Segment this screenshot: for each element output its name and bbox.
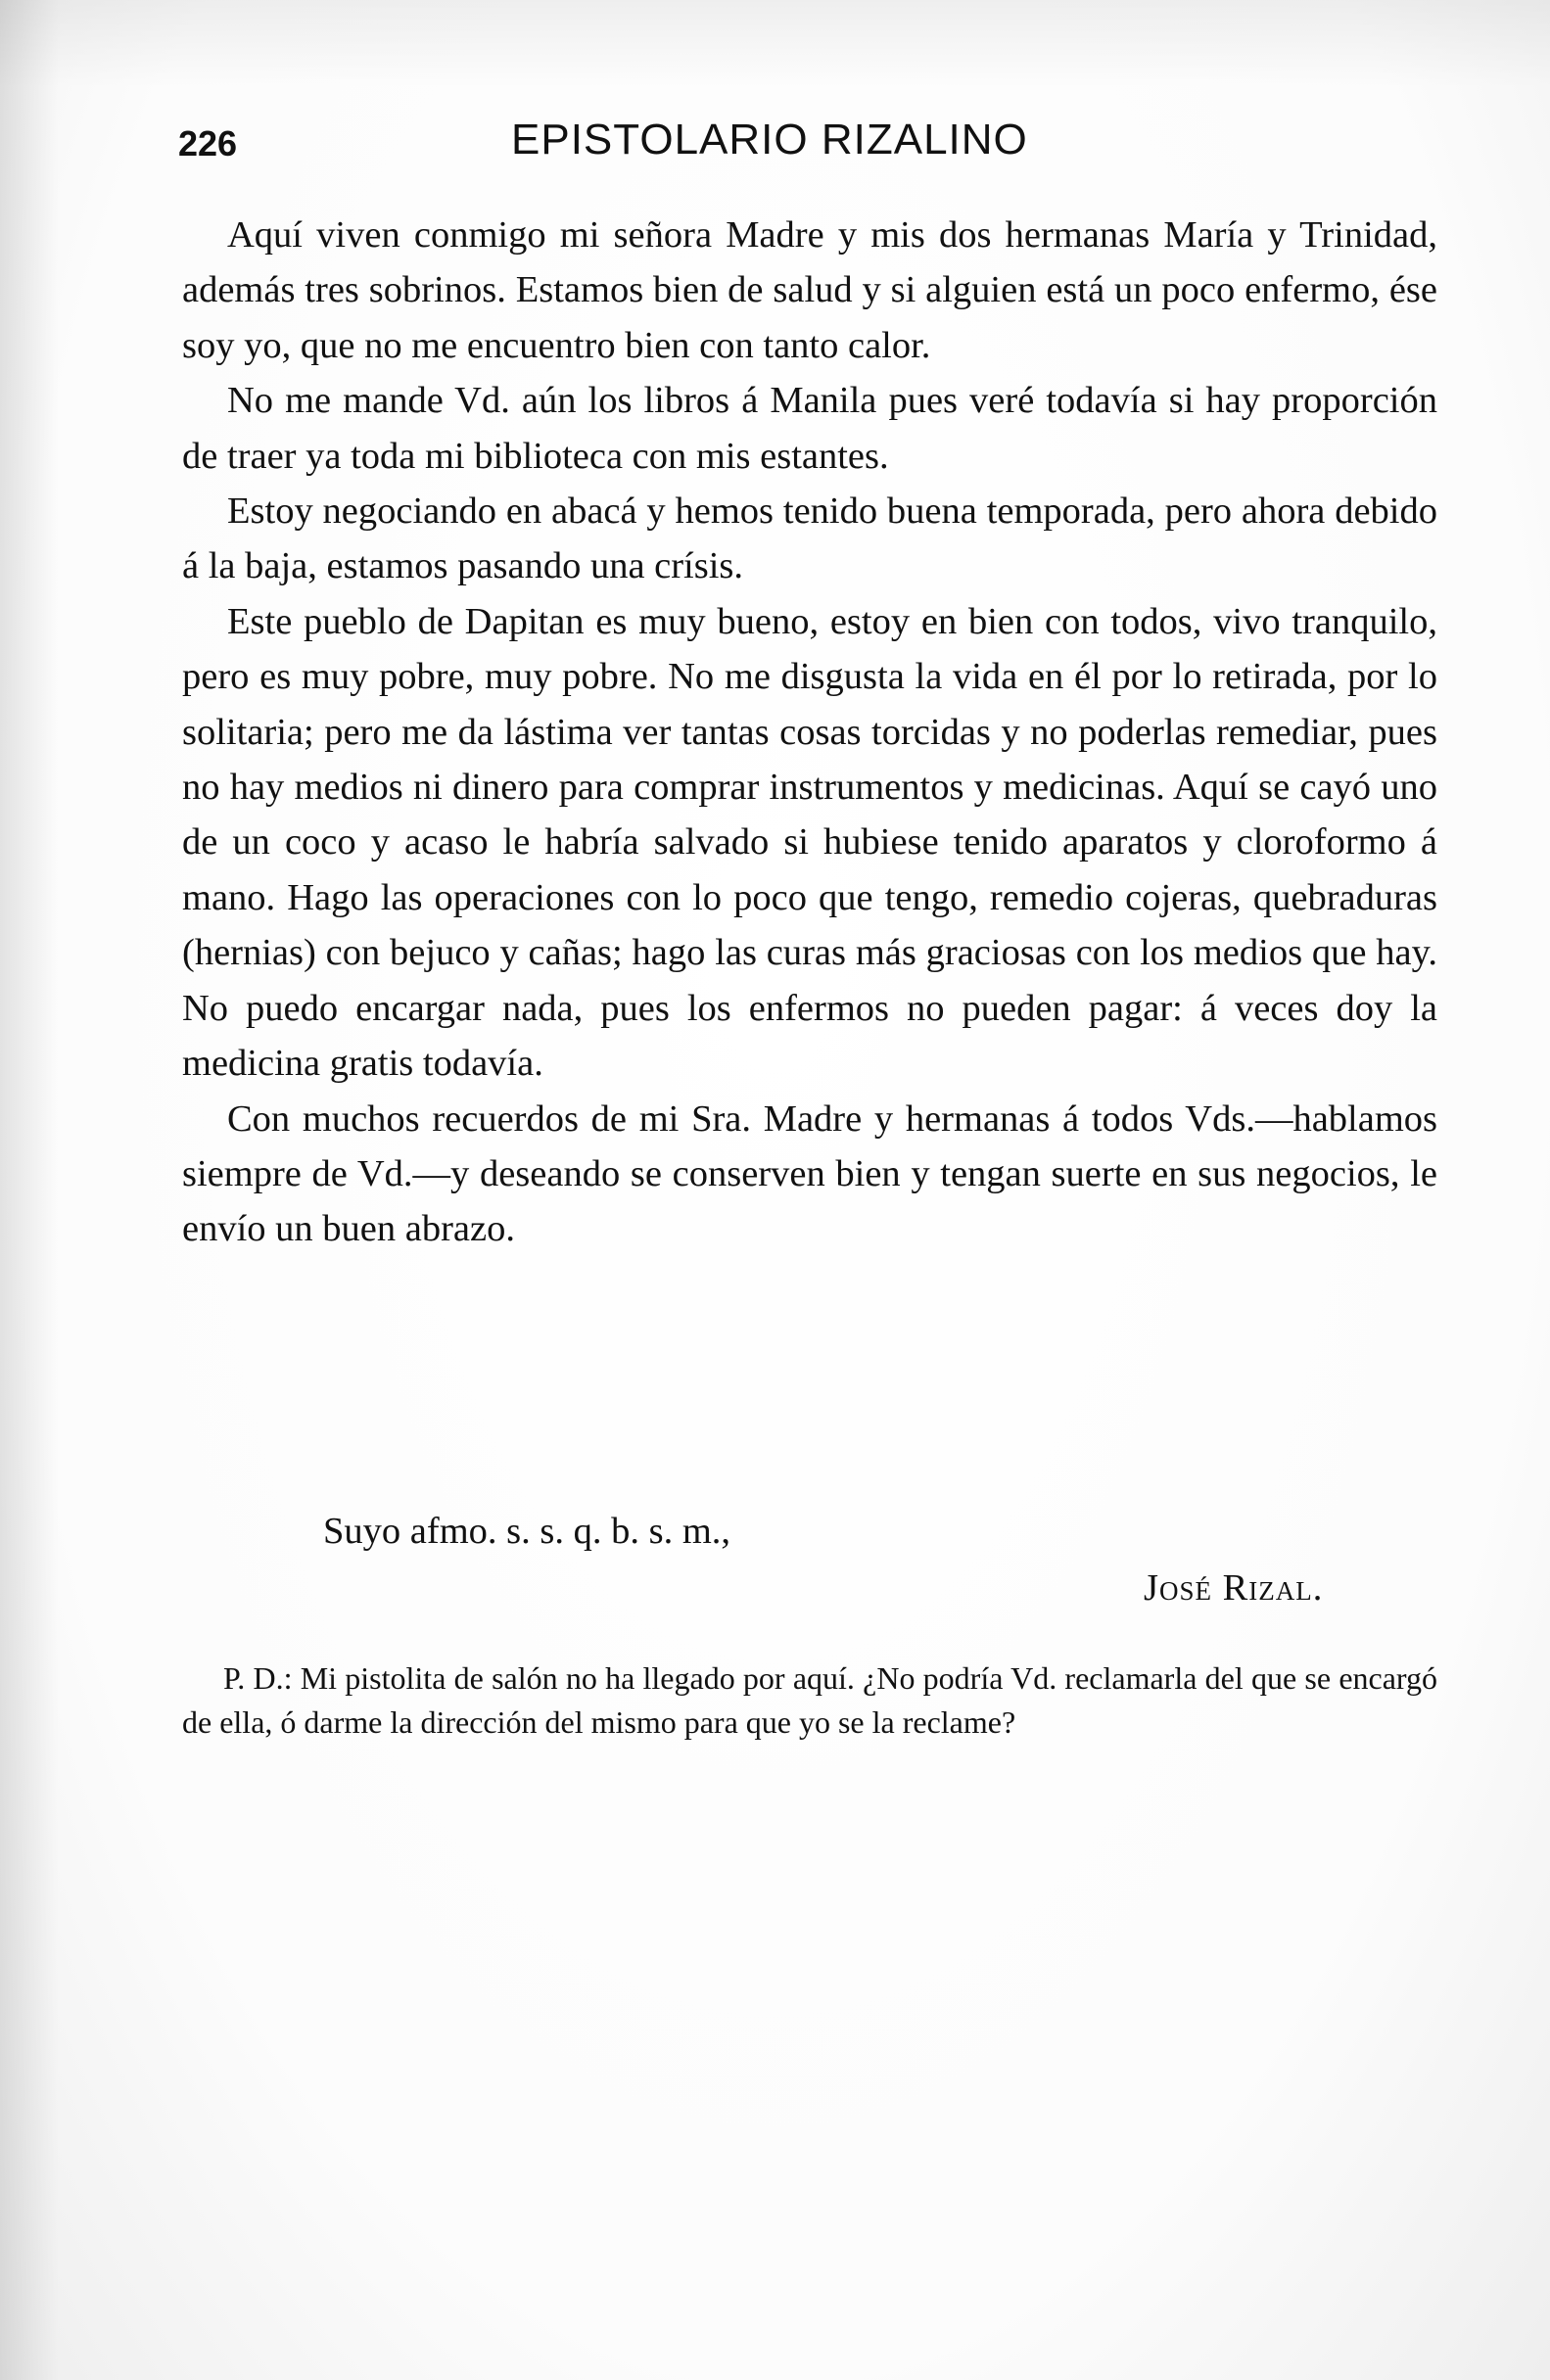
page-header [178, 116, 1451, 174]
letter-paragraph: Estoy negociando en abacá y hemos tenido buena temporada, pero ahora debido á la baja, estamos pasando una crísis. [182, 490, 1437, 587]
scan-shadow-left [0, 0, 59, 2380]
letter-body [182, 208, 1437, 1257]
letter-signature: José Rizal. [1144, 1567, 1324, 1609]
scan-shadow-top [0, 0, 1550, 88]
letter-paragraph: Este pueblo de Dapitan es muy bueno, estoy en bien con todos, vivo tranquilo, pero es muy pobre, muy pobre. No me disgusta la vida en él por lo retirada, por lo solitaria; pero me da lástima ver tantas cosas torcidas y no poderlas remediar, pues no hay medios ni dinero para comprar instrumentos y medicinas. Aquí se cayó uno de un coco y acaso le habría salvado si hubiese tenido aparatos y cloroformo á mano. Hago las operaciones con lo poco que tengo, remedio cojeras, quebraduras (hernias) con bejuco y cañas; hago las curas más graciosas con los medios que hay. No puedo encargar nada, pues los enfermos no pueden pagar: á veces doy la medicina gratis todavía. [182, 600, 1437, 1085]
letter-paragraph: No me mande Vd. aún los libros á Manila pues veré todavía si hay proporción de traer ya toda mi biblioteca con mis estantes. [182, 380, 1437, 477]
letter-paragraph: Aquí viven conmigo mi señora Madre y mis dos hermanas María y Trinidad, además tres sobrinos. Estamos bien de salud y si alguien está un poco enfermo, ése soy yo, que no me encuentro bien con tanto calor. [182, 214, 1437, 366]
letter-closing: Suyo afmo. s. s. q. b. s. m., [323, 1511, 731, 1552]
running-title: EPISTOLARIO RIZALINO [511, 116, 1028, 163]
letter-paragraph: Con muchos recuerdos de mi Sra. Madre y hermanas á todos Vds.—hablamos siempre de Vd.—y deseando se conserven bien y tengan suerte en sus negocios, le envío un buen abrazo. [182, 1097, 1437, 1250]
page-number: 226 [178, 123, 238, 163]
postscript [182, 1657, 1437, 1745]
postscript-text: P. D.: Mi pistolita de salón no ha llegado por aquí. ¿No podría Vd. reclamarla del que se encargó de ella, ó darme la dirección del mismo para que yo se la reclame? [182, 1660, 1437, 1740]
